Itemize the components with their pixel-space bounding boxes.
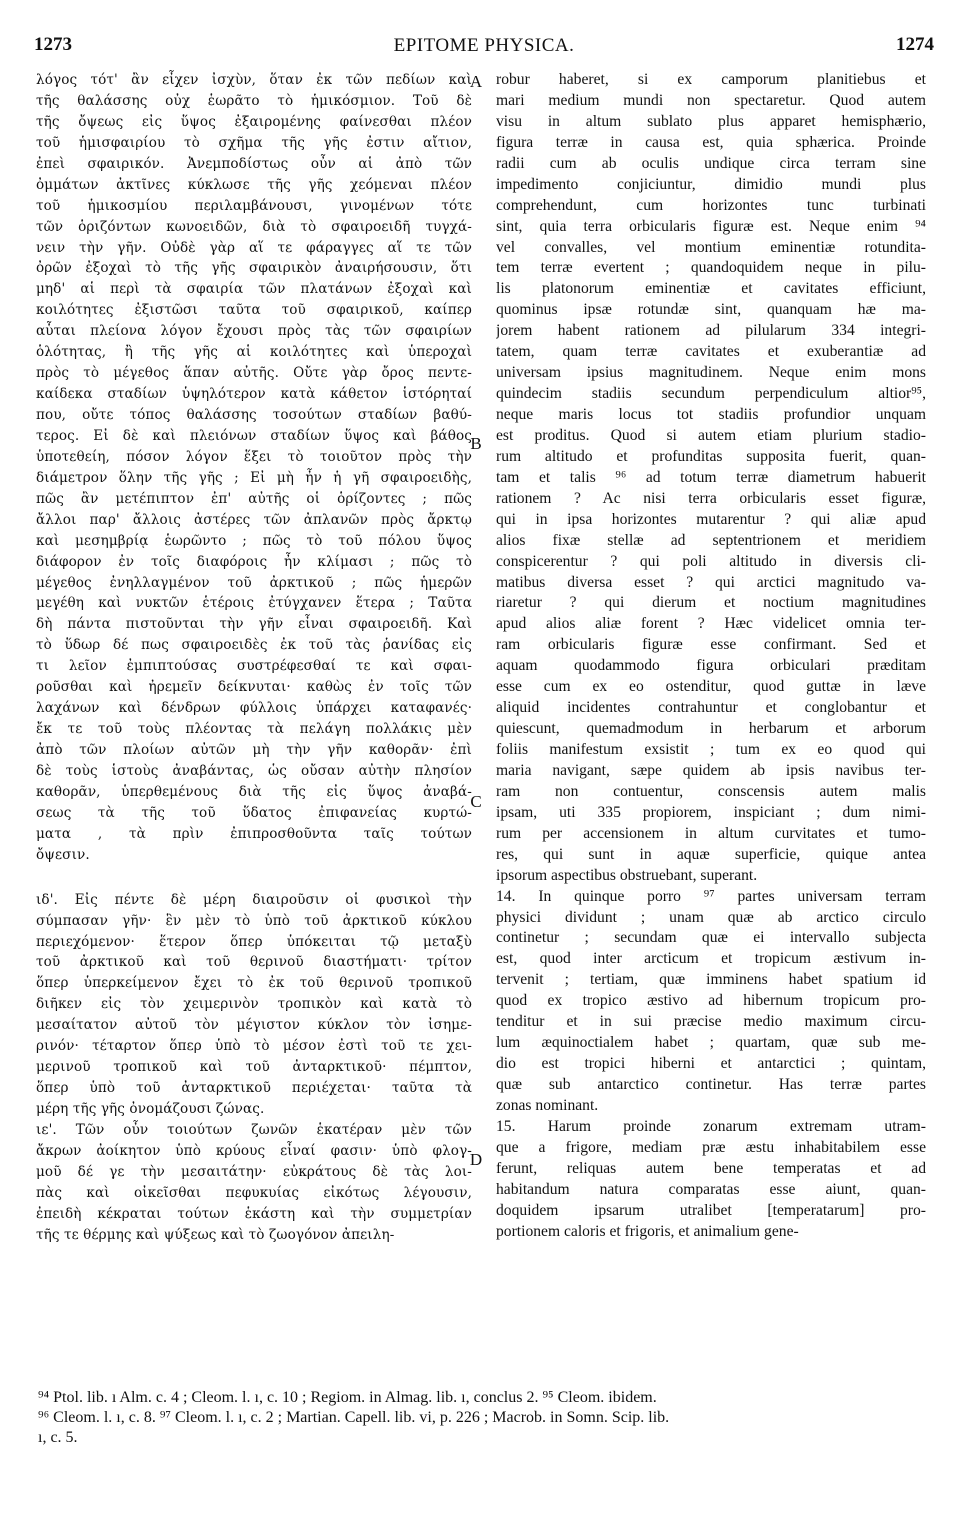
latin-text-line: ipsorum aspectibus obstruebant, superant. (496, 866, 758, 884)
greek-text-line: λόγος τότ' ἂν εἶχεν ἰσχὺν, ὅταν ἐκ τῶν πεδίων καὶ (36, 72, 472, 88)
latin-text-line: rum per accensionem in altum curvitates et tumo- (496, 824, 926, 842)
paragraph-gap (36, 866, 472, 890)
greek-text-line: μεγέθη καὶ νυκτῶν ἑτέροις ἐτύγχανεν ἕτερα ; Ταῦτα (36, 595, 472, 612)
latin-text-line: tenditur et in sui præcise medio maximum circu- (496, 1013, 926, 1031)
greek-text-line: πρὸς τὸ μέγεθος ἅπαν αὐτῆς. Οὔτε γὰρ ὄρος πεντε- (36, 365, 472, 382)
section-marker-c: C (470, 792, 482, 811)
greek-text-line: τι λεῖον ἐμπιπτούσας συστρέφεσθαί τε καὶ σφαι- (36, 658, 472, 675)
greek-text-line: ὅπερ ὑπὸ τοῦ ἀνταρκτικοῦ περιέχεται· ταῦτα τὰ (36, 1080, 472, 1097)
greek-text-line: ιε'. Τῶν οὖν τοιούτων ζωνῶν ἑκατέραν μὲν τῶν (36, 1121, 472, 1138)
greek-text-line: καθορᾶν, ὑπερθεμένους διὰ τῆς εἰς ὕψος ἀναβά- (36, 783, 472, 800)
greek-text-line: ματα , τὰ πρὶν ἐπιπροσθοῦντα ταῖς τούτων (36, 825, 472, 842)
greek-text-line: ἐπεὶ σφαιρικόν. Ἀνεμποδίστως οὖν αἱ ἀπὸ τῶν (36, 155, 472, 172)
running-title: EPITOME PHYSICA. (393, 35, 575, 56)
greek-text-line: τῆς ὄψεως εἰς ὕψος ἐξαιρομένης φαίνεσθαι πλέον (36, 113, 472, 130)
latin-text-line: 15. Harum proinde zonarum extremam utram- (496, 1117, 926, 1135)
footnote-line: ı, c. 5. (38, 1429, 78, 1446)
greek-text-line: σύμπασαν γῆν· ἓν μὲν τὸ ὑπὸ τοῦ ἀρκτικοῦ κύκλου (36, 912, 472, 929)
greek-text-line: που, οὔτε τόπος θαλάσσης τοσούτων σταδίων βαθύ- (36, 407, 472, 423)
latin-text-line: universam ipsius magnitudinem. Neque enim mons (496, 364, 926, 382)
greek-text-line: τοῦ ἡμικοσμίου περιλαμβάνουσι, γινομένων τότε (36, 197, 472, 214)
latin-text-line: comprehendunt, cum horizontes tunc turbinati (496, 196, 926, 214)
greek-text-line: μηδ' αἱ περὶ τὰ σφαιρία τῶν πλατάνων ἐξοχαὶ καὶ (36, 281, 472, 298)
latin-text-line: quiescunt, quemadmodum in herbarum et arborum (496, 720, 926, 738)
latin-text-line: neque maris locus tot stadiis profundior unquam (496, 406, 926, 423)
greek-text-line: σεως τὰ τῆς τοῦ ὕδατος ἐπιφανείας κυρτώ- (36, 804, 472, 821)
latin-text-line: ferunt, reliquas autem bene temperatas et ad (496, 1159, 926, 1177)
latin-text-line: physici dividunt ; unam quæ ab arctico circulo (496, 908, 926, 926)
latin-text-line: robur haberet, si ex camporum planitiebus et (496, 71, 926, 88)
latin-text-line: que a frigore, mediam præ æstu inhabitabilem esse (496, 1138, 926, 1156)
greek-text-line: καίδεκα σταδίων ὑψηλότερον κατὰ κάθετον ἱστόρηταί (36, 386, 472, 403)
section-marker-a: A (469, 72, 483, 91)
latin-text-line: foliis manifestum exsistit ; tum ex eo quod qui (496, 741, 926, 758)
greek-text-line: πῶς ἂν μετέπιπτον ἐπ' αὐτῆς οἱ ὁρίζοντες ; πῶς (36, 490, 472, 507)
latin-text-line: tem terræ evertent ; quandoquidem neque in pilu- (496, 259, 926, 277)
latin-text-line: conspicerentur ? qui poli altitudo in diversis cli- (496, 552, 926, 570)
footnote-line: ⁹⁶ Cleom. l. ı, c. 8. ⁹⁷ Cleom. l. ı, c. 2 ; Martian. Capell. lib. vi, p. 226 ; Macrob. in Somn. Scip. lib. (38, 1409, 670, 1426)
section-marker-d: D (469, 1150, 483, 1169)
greek-text-line: δὲ τοὺς ἱστοὺς ἀναβάντας, ὡς οὔσαν αὐτὴν πλησίον (36, 762, 472, 779)
greek-text-line: ὄψεσιν. (36, 846, 90, 863)
latin-text-line: vel convalles, vel montium eminentiæ rotundita- (496, 238, 926, 256)
latin-text-line: tervenit ; tertiam, quæ imminens habet spatium id (496, 971, 926, 989)
latin-text-line: quominus ipsæ rotundæ sint, quanquam hæ ma- (496, 301, 926, 319)
latin-text-line: sint, quia terra orbicularis figuræ est. Neque enim ⁹⁴ (496, 217, 926, 235)
latin-text-line: ram orbicularis figuræ esse confirmant. Sed et (496, 636, 926, 654)
greek-text-line: περιεχόμενον· ἕτερον ὅπερ ὑπόκειται τῷ μεταξὺ (36, 933, 472, 950)
latin-text-line: mari medium mundi non spectaretur. Quod autem (496, 91, 926, 109)
latin-text-line: esse cum ex eo ostenditur, quod guttæ in læve (496, 678, 926, 696)
latin-text-line: quæ sub antarctico continetur. Has terræ partes (496, 1076, 926, 1093)
latin-text-line: qui in ipsa horizontes mutarentur ? qui aliæ apud (496, 510, 926, 528)
greek-text-line: ἔκ τε τοῦ τοὺς πλέοντας τὰ πελάγη πολλάκις μὲν (36, 721, 472, 738)
greek-text-line: αὗται πλείονα λόγον ἔχουσι πρὸς τὰς τῶν σφαιρίων (36, 323, 472, 340)
latin-text-line: tam et talis ⁹⁶ ad totum terræ diametrum habuerit (496, 468, 926, 486)
latin-text-line: dio est tropici hiberni et antarctici ; quintam, (496, 1055, 926, 1073)
latin-text-line: radii cum ab oculis undique circa terram sine (496, 154, 926, 172)
greek-text-line: τῆς θαλάσσης οὐχ ἑωρᾶτο τὸ ἡμικόσμιον. Τοῦ δὲ (36, 92, 472, 109)
latin-text-line: rum altitudo et profunditas supposita fuerit, quan- (496, 447, 926, 465)
page-number-left: 1273 (34, 34, 72, 55)
latin-text-line: jorem habent rationem ad pilularum 334 integri- (496, 322, 926, 340)
greek-text-line: τὸ ὕδωρ δέ πως σφαιροειδὲς ἐκ τοῦ τὰς ῥανίδας εἰς (36, 637, 472, 654)
greek-text-line: ὀμμάτων ἀκτῖνες κύκλωσε τῆς γῆς χεόμεναι πλέον (36, 176, 472, 193)
greek-text-line: ροῦσθαι καὶ ἠρεμεῖν δείκνυται· καθὼς ἐν τοῖς τῶν (36, 679, 472, 696)
footnotes (38, 1388, 933, 1448)
footnote-line: ⁹⁴ Ptol. lib. ı Alm. c. 4 ; Cleom. l. ı, c. 10 ; Regiom. in Almag. lib. ı, conclus 2. ⁹⁵ Cleom. ibidem. (38, 1389, 657, 1406)
latin-text-line: lum æquinoctialem habet ; quartam, quæ sub me- (496, 1034, 926, 1052)
greek-text-line: τοῦ ἡμισφαιρίου τὸ σχῆμα τῆς γῆς ἐστιν αἴτιον, (36, 134, 472, 151)
greek-text-line: λαχάνων καὶ δένδρων φύλλοις ὑπάρχει καταφανές· (36, 700, 472, 717)
greek-text-line: μοῦ δέ γε τὴν μεσαιτάτην· εὐκράτους δὲ τὰς λοι- (36, 1163, 472, 1180)
latin-text-line: alios fixæ stellæ ad septentrionem et meridiem (496, 531, 926, 549)
latin-text-line: matibus diversa esset ? qui arctici magnitudo va- (496, 573, 926, 591)
greek-text-line: ὀρῶν ἐξοχαὶ τὸ τῆς γῆς σφαιρικὸν ἀναιρήσουσιν, ὅτι (36, 260, 472, 277)
greek-text-line: πὰς καὶ οἰκεῖσθαι πεφυκυίας εἰκότως λέγουσιν, (36, 1184, 472, 1201)
latin-text-line: maria navigant, sæpe quidem ab ipsis navibus ter- (496, 761, 926, 779)
greek-text-line: διάμετρον ὅλην τῆς γῆς ; Εἰ μὴ ἦν ἡ γῆ σφαιροειδὴς, (36, 469, 472, 486)
greek-text-line: τοῦ ἀρκτικοῦ καὶ τοῦ θερινοῦ διαστήματι· τρίτον (36, 954, 472, 971)
latin-text-line: doquidem ipsarum utralibet [temperatarum] pro- (496, 1201, 926, 1219)
greek-text-line: ρινόν· τέταρτον ὅπερ ὑπὸ τὸ μέσον ἐστὶ τοῦ τε χει- (36, 1038, 472, 1055)
greek-text-line: κοιλότητες ἐξιστῶσι ταῦτα τοῦ σφαιρικοῦ, καίπερ (36, 302, 472, 319)
section-marker-b: B (470, 434, 482, 453)
latin-text-line: visu in altum sublato plus apparet hemisphærio, (496, 112, 926, 130)
latin-text-line: 14. In quinque porro ⁹⁷ partes universam terram (496, 887, 926, 905)
greek-text-line: καὶ μεσημβρίᾳ ἑωρῶντο ; πῶς τὸ τοῦ πόλου ὕψος (36, 532, 472, 549)
greek-text-line: νειν τὴν γῆν. Οὐδὲ γὰρ αἵ τε φάραγγες αἵ τε τῶν (36, 239, 472, 256)
greek-text-line: ιδ'. Εἰς πέντε δὲ μέρη διαιροῦσιν οἱ φυσικοὶ τὴν (36, 891, 472, 908)
latin-text-line: figura terræ in causa est, quia sphærica. Proinde (496, 133, 926, 151)
greek-text-line: μέγεθος ἐνηλλαγμένον τοῦ ἀρκτικοῦ ; πῶς ἡμερῶν (36, 574, 472, 591)
latin-text-line: zonas nominant. (496, 1096, 599, 1114)
latin-text-line: quod ex tropico æstivo ad hibernum tropicum pro- (496, 992, 926, 1010)
greek-text-line: μεσαίτατον αὐτοῦ τὸν μέγιστον κύκλον τὸν ἰσημε- (36, 1017, 472, 1034)
greek-text-line: ἐπειδὴ κέκραται τούτων ἑκάστη καὶ τὴν συμμετρίαν (36, 1205, 472, 1222)
greek-text-line: μερινοῦ τροπικοῦ καὶ τοῦ ἀνταρκτικοῦ· πέμπτον, (36, 1059, 472, 1076)
greek-text-line: ὑποτεθείη, πόσον λόγον ἕξει τὸ τοιοῦτον πρὸς τὴν (36, 448, 472, 465)
greek-column (36, 70, 472, 1246)
latin-text-line: rationem ? Ac nisi terra orbicularis esset figuræ, (496, 489, 926, 507)
latin-text-line: aliquid incidentes contrahuntur et conglobantur et (496, 699, 926, 717)
latin-text-line: ipsam, uti 335 propiorem, inspiciant ; dum nimi- (496, 803, 926, 821)
greek-text-line: δὴ πάντα πιστοῦνται τὴν γῆν εἶναι σφαιροειδῆ. Καὶ (36, 616, 472, 633)
latin-text-line: est proditus. Quod si autem etiam plurium stadio- (496, 426, 926, 444)
greek-text-line: τερος. Εἰ δὲ καὶ πλειόνων σταδίων ὕψος καὶ βάθος (36, 427, 472, 444)
page-number-right: 1274 (896, 34, 934, 55)
latin-text-line: continetur ; secundam quæ ei intervallo subjecta (496, 929, 926, 947)
greek-text-line: διάφορον ἐν τοῖς διαφόροις ἦν κλίμασι ; πῶς τὸ (36, 553, 472, 570)
running-head (34, 34, 934, 60)
latin-text-line: riaretur ? qui dierum et noctium magnitudines (496, 594, 926, 612)
latin-text-line: aquam quodammodo figura orbiculari præditam (496, 657, 926, 675)
greek-text-line: διῆκεν εἰς τὸν χειμερινὸν τροπικὸν καὶ κατὰ τὸ (36, 996, 472, 1013)
latin-text-line: impedimento conjiciuntur, dimidio mundi plus (496, 175, 926, 193)
greek-text-line: ἄκρων ἀοίκητον ὑπὸ κρύους εἶναί φασιν· ὑπὸ φλογ- (36, 1142, 472, 1159)
greek-text-line: ἀπὸ τῶν πλοίων αὐτῶν μὴ τὴν γῆν καθορᾶν· ἐπὶ (36, 742, 472, 758)
greek-text-line: τῶν ὁριζόντων κωνοειδῶν, διὰ τὸ σφαιροειδῆ τυγχά- (36, 218, 472, 235)
latin-text-line: res, qui sunt in aquæ superficie, quique antea (496, 845, 926, 863)
latin-text-line: lis platonorum eminentiæ et cavitates efficiunt, (496, 280, 926, 298)
latin-text-line: apud alios aliæ forent ? Hæc videlicet omnia ter- (496, 615, 926, 633)
latin-text-line: quindecim stadiis secundum perpendiculum altior⁹⁵, (496, 385, 926, 403)
latin-column (496, 70, 926, 1243)
latin-text-line: portionem caloris et frigoris, et animalium gene- (496, 1222, 799, 1240)
latin-text-line: est, quod inter arcticum et tropicum æstivum in- (496, 950, 926, 968)
greek-text-line: τῆς τε θέρμης καὶ ψύξεως καὶ τὸ ζωογόνον ἀπειλη- (36, 1226, 395, 1243)
greek-text-line: ἄλλοι παρ' ἄλλοις ἀστέρες τῶν ἀπλανῶν πρὸς ἄρκτῳ (36, 511, 472, 528)
latin-text-line: tatem, quam terræ cavitates et exuberantiæ ad (496, 343, 926, 361)
greek-text-line: ὅπερ ὑπερκείμενον ἔχει τὸ ἐκ τοῦ θερινοῦ τροπικοῦ (36, 975, 472, 992)
greek-text-line: ὁλότητας, ἢ τῆς γῆς αἱ κοιλότητες καὶ ὑπεροχαὶ (36, 344, 472, 361)
greek-text-line: μέρη τῆς γῆς ὀνομάζουσι ζώνας. (36, 1101, 265, 1117)
latin-text-line: ram non contuentur, conscensis autem malis (496, 782, 926, 800)
latin-text-line: habitandum natura comparatas esse aiunt, quan- (496, 1180, 926, 1198)
